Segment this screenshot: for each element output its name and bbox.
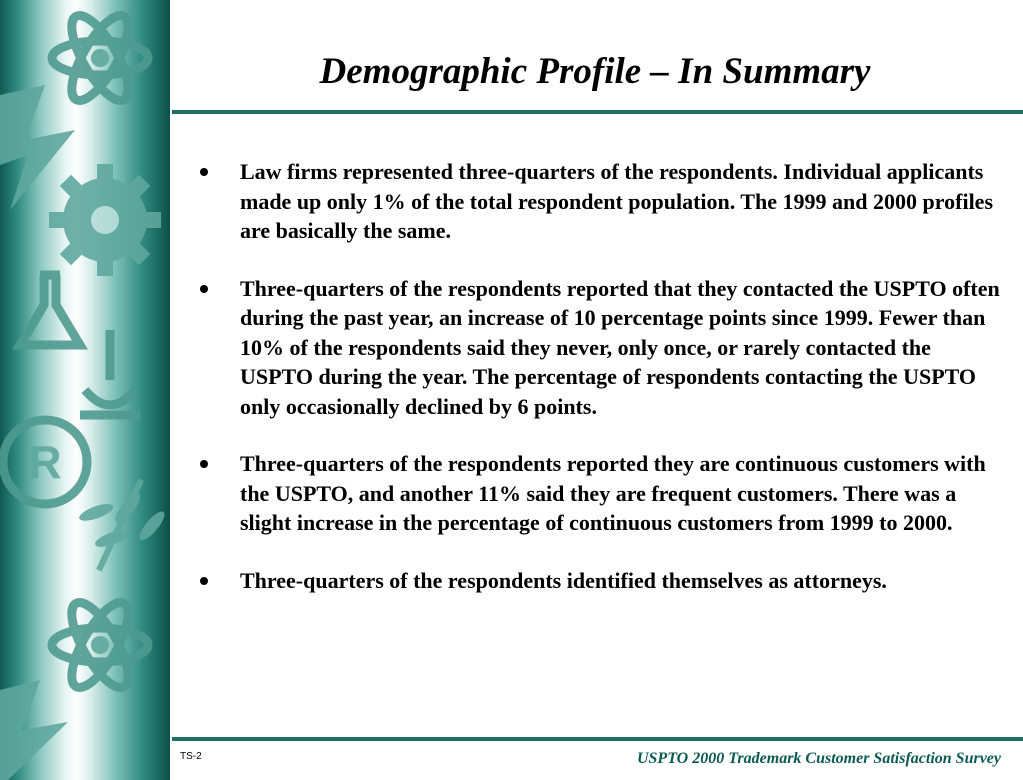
bullet-item bbox=[195, 157, 1005, 246]
flask-icon bbox=[20, 275, 80, 345]
survey-title-footer: USPTO 2000 Trademark Customer Satisfaction Survey bbox=[636, 750, 1001, 767]
bullet-list bbox=[195, 157, 1005, 623]
bullet-dot-icon bbox=[200, 577, 208, 585]
bullet-item bbox=[195, 566, 1005, 596]
slide-number: TS-2 bbox=[180, 751, 202, 762]
registered-trademark-letter: R bbox=[28, 436, 62, 488]
atom-icon-core bbox=[91, 49, 109, 67]
sidebar-icons bbox=[0, 0, 170, 780]
bullet-dot-icon bbox=[200, 285, 208, 293]
bullet-dot-icon bbox=[200, 168, 208, 176]
bullet-text: Three-quarters of the respondents reported that they contacted the USPTO often during the past year, an increase of 10 percentage points since 1999. Fewer than 10% of the respondents said they never, only once, or rarely contacted the USPTO during the year. The percentage of respondents contacting the USPTO only occasionally declined by 6 points. bbox=[240, 275, 1000, 419]
plant-icon bbox=[77, 478, 168, 571]
bullet-dot-icon bbox=[200, 460, 208, 468]
gear-icon bbox=[49, 164, 161, 276]
title-divider bbox=[172, 110, 1023, 114]
lightning-bolt-icon bbox=[0, 680, 68, 780]
lightning-bolt-icon bbox=[0, 85, 75, 210]
footer-divider bbox=[172, 737, 1023, 741]
bullet-text: Three-quarters of the respondents reported they are continuous customers with the USPTO, and another 11% said they are frequent customers. There was a slight increase in the percentage of continuous customers from 1999 to 2000. bbox=[240, 451, 986, 535]
atom-icon-core bbox=[91, 636, 109, 654]
bullet-text: Law firms represented three-quarters of the respondents. Individual applicants made up only 1% of the total respondent population. The 1999 and 2000 profiles are basically the same. bbox=[240, 159, 994, 243]
bullet-item bbox=[195, 449, 1005, 538]
slide-title: Demographic Profile – In Summary bbox=[319, 51, 871, 92]
bullet-item bbox=[195, 274, 1005, 422]
microscope-icon bbox=[80, 330, 140, 415]
bullet-text: Three-quarters of the respondents identified themselves as attorneys. bbox=[240, 567, 887, 593]
decorative-sidebar bbox=[0, 0, 170, 780]
